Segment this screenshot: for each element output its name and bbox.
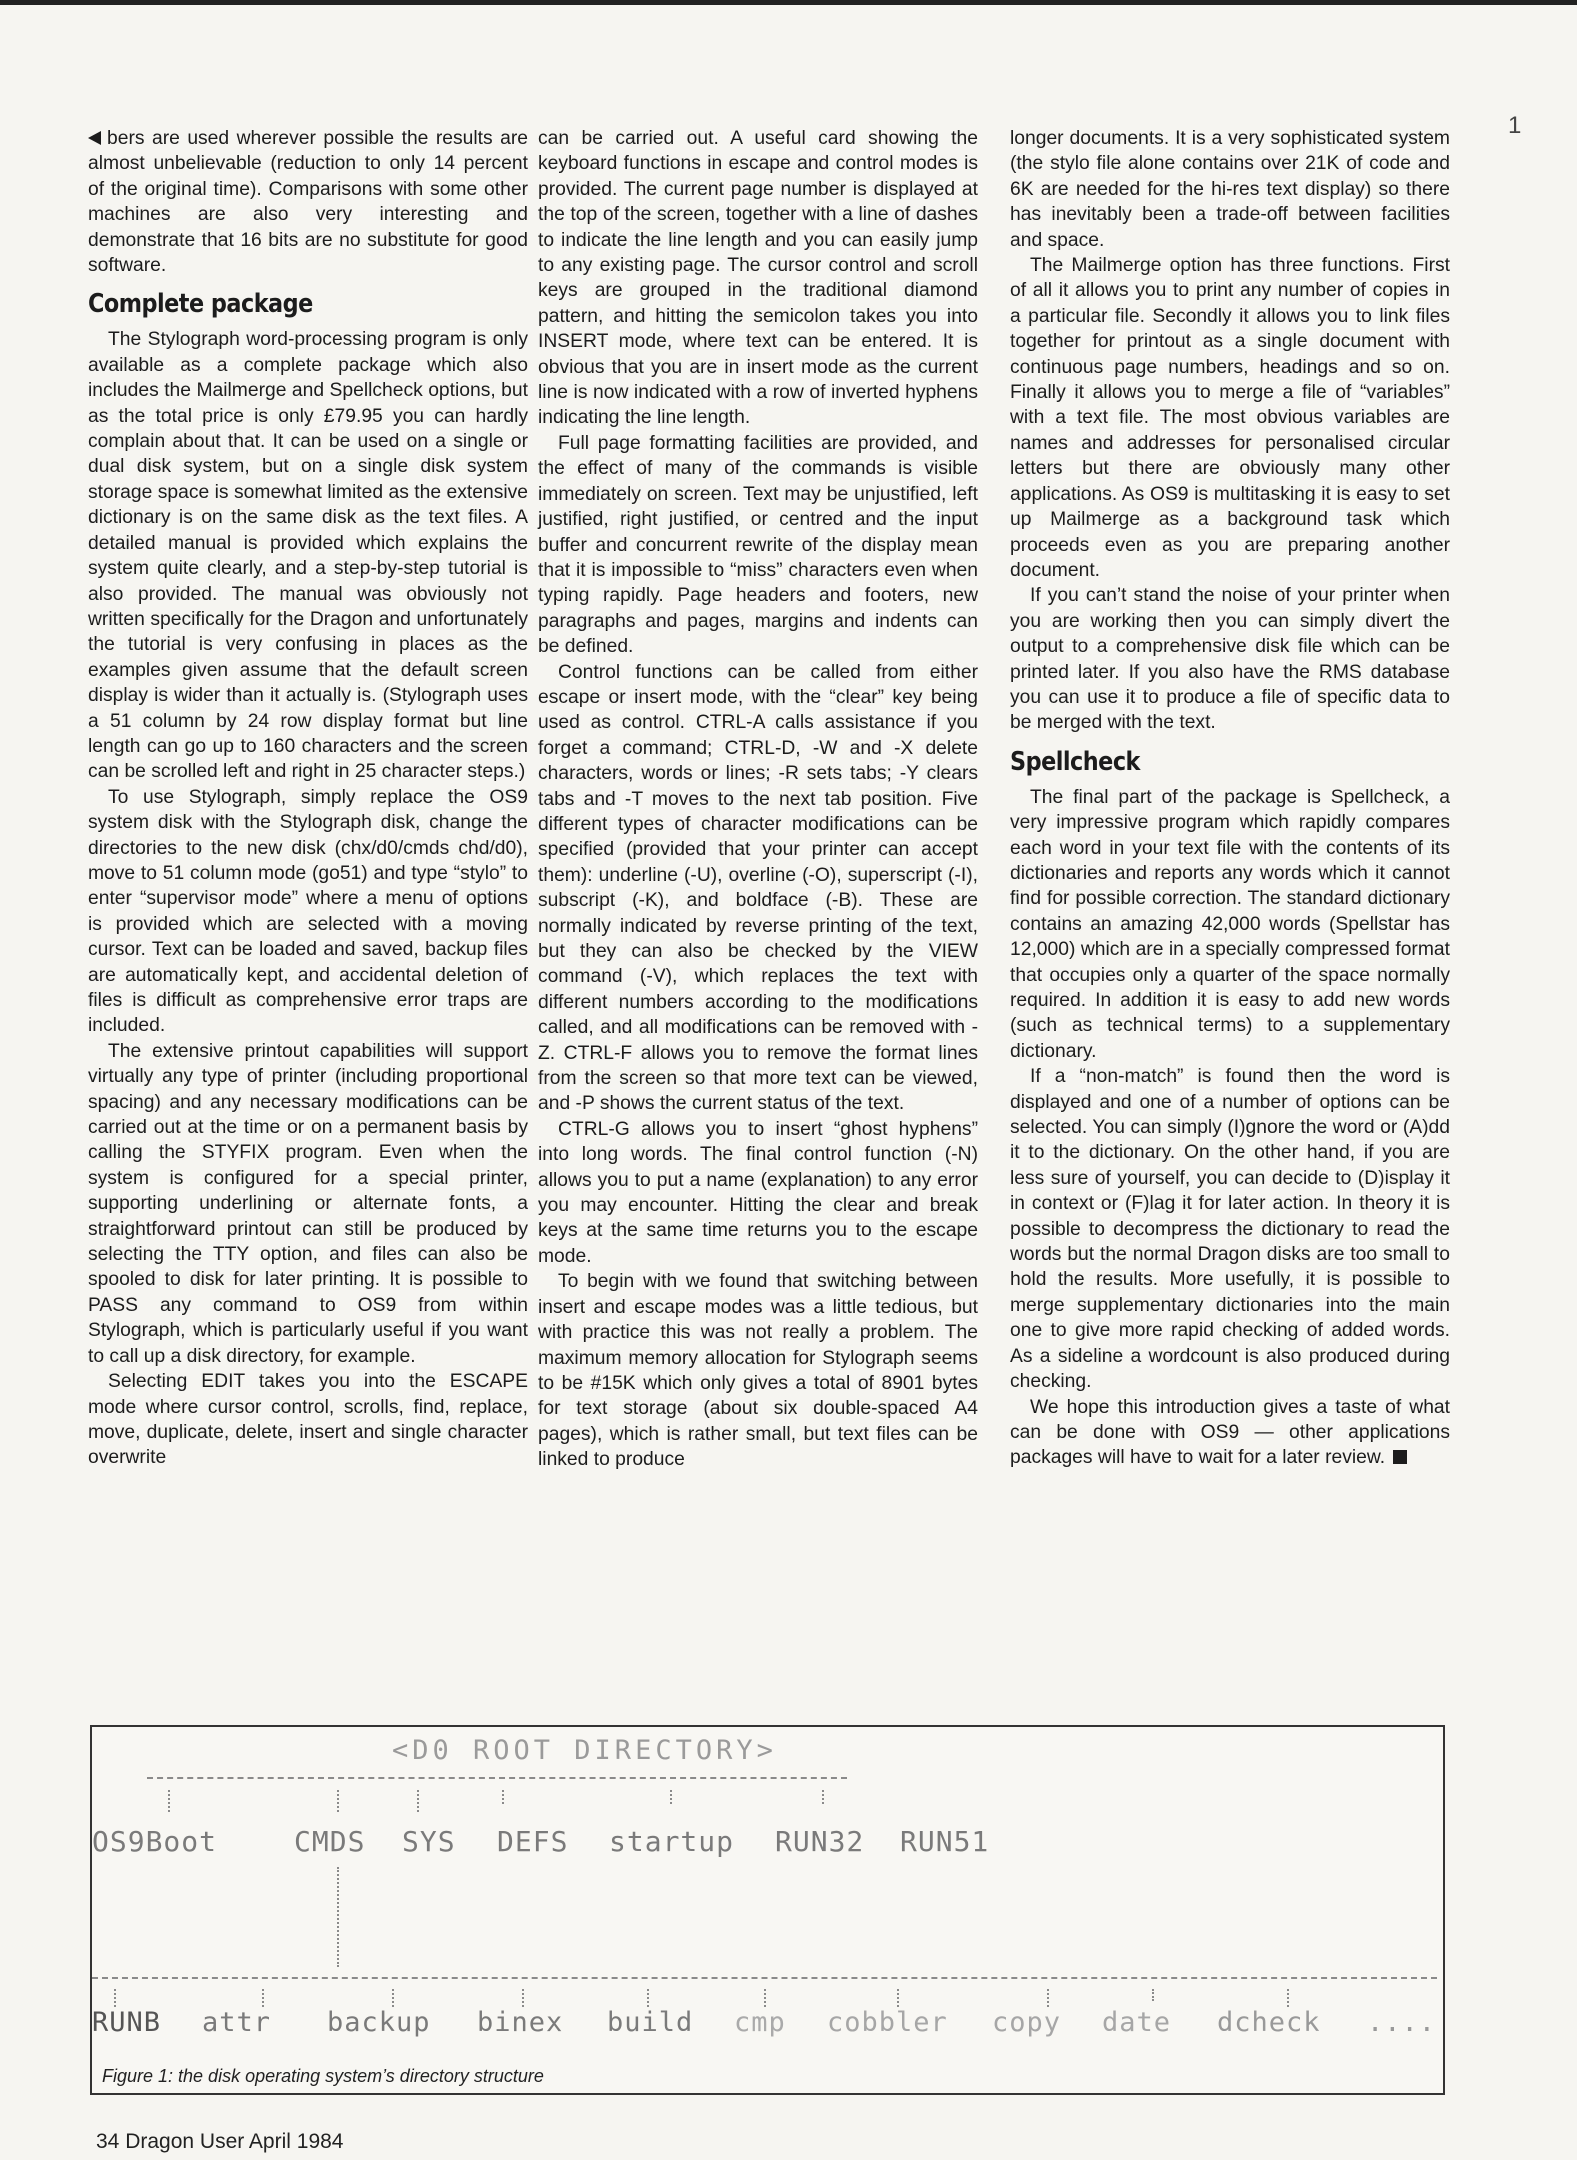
- cmd-entry-date: date: [1102, 2007, 1172, 2038]
- paragraph: can be carried out. A useful card showing the keyboard functions in escape and control modes is provided. The current page number is displayed at the top of the screen, together with a line of dashes to indicate the line length and you can easily jump to any existing page. The cursor control and scroll keys are grouped in the traditional diamond pattern, and hitting the semicolon takes you into INSERT mode, where text can be entered. It is obvious that you are in insert mode as the current line is now indicated with a row of inverted hyphens indicating the line length.: [538, 128, 978, 429]
- dir-entry-cmds: CMDS: [294, 1825, 366, 1858]
- paragraph: To begin with we found that switching between insert and escape modes was a little tedious, but with practice this was not really a problem. The maximum memory allocation for Stylograph seems to be #15K which only gives a total of 8901 bytes for text storage (about six double-spaced A4 pages), which is rather small, but text files can be linked to produce: [538, 1271, 978, 1471]
- tree-branch: [262, 1989, 264, 2007]
- tree-branch: [337, 1790, 339, 1812]
- dir-entry-os9boot: OS9Boot: [92, 1825, 218, 1858]
- root-directory-title: <D0 ROOT DIRECTORY>: [392, 1735, 777, 1766]
- tree-branch: [897, 1989, 899, 2007]
- paragraph: To use Stylograph, simply replace the OS9 system disk with the Stylograph disk, change the directories to the new disk (chx/d0/cmds chd/d0), move to 51 column mode (go51) and type “stylo” to enter “supervisor mode” where a menu of options is provided which are selected with a moving cursor. Text can be loaded and saved, backup files are automatically kept, and accidental deletion of files is difficult as comprehensive error traps are included.: [88, 786, 528, 1037]
- paragraph: bers are used wherever possible the results are almost unbelievable (reduction to only 14 percent of the original time). Comparisons with some other machines are also very interesting and demonstrate that 16 bits are no substitute for good software.: [88, 128, 528, 277]
- tree-branch: [1287, 1989, 1289, 2007]
- tree-branch: [1152, 1989, 1154, 2001]
- directory-figure: [90, 1725, 1445, 2095]
- page-footer: 34 Dragon User April 1984: [96, 2130, 344, 2153]
- tree-branch: [764, 1989, 766, 2007]
- section-heading-spellcheck: Spellcheck: [1010, 746, 1140, 777]
- article-column-1: [88, 126, 528, 1471]
- dir-entry-defs: DEFS: [497, 1825, 569, 1858]
- tree-branch: [822, 1790, 824, 1804]
- paragraph: If you can’t stand the noise of your printer when you are working then you can simply divert the output to a comprehensive disk file which can be printed later. If you also have the RMS database you can use it to produce a file of specific data to be merged with the text.: [1010, 585, 1450, 734]
- tree-branch: [647, 1989, 649, 2007]
- cmd-entry-attr: attr: [202, 2007, 272, 2038]
- cmd-entry-runb: RUNB: [92, 2007, 162, 2038]
- article-column-2: [538, 126, 978, 1473]
- cmd-entry-copy: copy: [992, 2007, 1062, 2038]
- paragraph: The Mailmerge option has three functions. First of all it allows you to print any number of copies in a particular file. Secondly it allows you to link files together for printout as a single document with continuous page numbers, headings and so on. Finally it allows you to merge a file of “variables” with a text file. The most obvious variables are names and addresses for personalised circular letters but there are obviously many other applications. As OS9 is multitasking it is easy to set up Mailmerge as a background task which proceeds even as you are preparing another document.: [1010, 255, 1450, 581]
- paragraph: CTRL-G allows you to insert “ghost hyphens” into long words. The final control function (-N) allows you to put a name (explanation) to any error you may encounter. Hitting the clear and break keys at the same time returns you to the escape mode.: [538, 1118, 978, 1267]
- screen-dash-line: [92, 1977, 1437, 1979]
- paragraph: Selecting EDIT takes you into the ESCAPE mode where cursor control, scrolls, find, replace, move, duplicate, delete, insert and single character overwrite: [88, 1371, 528, 1469]
- tree-branch: [502, 1790, 504, 1804]
- paragraph: The final part of the package is Spellcheck, a very impressive program which rapidly compares each word in your text file with the contents of its dictionaries and reports any words which it cannot find for possible correction. The standard dictionary contains an amazing 42,000 words (Spellstar has 12,000) which are in a specially compressed format that occupies only a quarter of the space normally required. In addition it is easy to add new words (such as technical terms) to a supplementary dictionary.: [1010, 786, 1450, 1062]
- continued-arrow-icon: [88, 131, 101, 145]
- screen-dash-line: [147, 1777, 847, 1779]
- paragraph: If a “non-match” is found then the word is displayed and one of a number of options can be selected. You can simply (I)gnore the word or (A)dd it to the dictionary. On the other hand, if you are less sure of yourself, you can decide to (D)isplay it in context or (F)lag it for later action. In theory it is possible to decompress the dictionary to read the words but the normal Dragon disks are too small to hold the results. More usefully, it is possible to merge supplementary dictionaries into the main one to give more rapid checking of added words. As a sideline a wordcount is also produced during checking.: [1010, 1066, 1450, 1393]
- paragraph: longer documents. It is a very sophisticated system (the stylo file alone contains over 21K of code and 6K are needed for the hi-res text display) so there has inevitably been a trade-off between facilities and space.: [1010, 128, 1450, 251]
- cmds-tree-trunk: [337, 1867, 339, 1967]
- tree-branch: [392, 1989, 394, 2007]
- section-heading-complete-package: Complete package: [88, 289, 313, 320]
- dir-entry-run51: RUN51: [900, 1825, 990, 1858]
- tree-branch: [114, 1989, 116, 2007]
- article-column-3: [1010, 126, 1450, 1471]
- cmd-entry-dcheck: dcheck: [1217, 2007, 1321, 2038]
- cmd-entry-backup: backup: [327, 2007, 431, 2038]
- cmd-entry-binex: binex: [477, 2007, 564, 2038]
- paragraph: The Stylograph word-processing program is only available as a complete package which also includes the Mailmerge and Spellcheck options, but as the total price is only £79.95 you can hardly complain about that. It can be used on a single or dual disk system, but on a single disk system storage space is somewhat limited as the extensive dictionary is on the same disk as the text files. A detailed manual is provided which explains the system quite clearly, and a step-by-step tutorial is also provided. The manual was obviously not written specifically for the Dragon and unfortunately the tutorial is very confusing in places as the examples given assume that the default screen display is wider than it actually is. (Stylograph uses a 51 column by 24 row display format but line length can go up to 160 characters and the screen can be scrolled left and right in 25 character steps.): [88, 329, 528, 783]
- tree-branch: [1047, 1989, 1049, 2007]
- paragraph: Control functions can be called from either escape or insert mode, with the “clear” key being used as control. CTRL-A calls assistance if you forget a command; CTRL-D, -W and -X delete characters, words or lines; -R sets tabs; -Y clears tabs and -T moves to the next tab position. Five different types of character modifications can be specified (provided that your printer can accept them): underline (-U), overline (-O), superscript (-I), subscript (-K), and boldface (-B). These are normally indicated by reverse printing of the text, but they can also be checked by the VIEW command (-V), which replaces the text with different numbers according to the modifications called, and all modifications can be removed with -Z. CTRL-F allows you to remove the format lines from the screen so that more text can be viewed, and -P shows the current status of the text.: [538, 661, 978, 1115]
- end-of-article-icon: [1393, 1450, 1407, 1464]
- paragraph: The extensive printout capabilities will support virtually any type of printer (including proportional spacing) and any necessary modifications can be carried out at the time or on a permanent basis by calling the STYFIX program. Even when the system is configured for a special printer, supporting underlining or alternate fonts, a straightforward printout can still be produced by selecting the TTY option, and files can also be spooled to disk for later printing. It is possible to PASS any command to OS9 from within Stylograph, which is particularly useful if you want to call up a disk directory, for example.: [88, 1040, 528, 1367]
- cmd-entry-build: build: [607, 2007, 694, 2038]
- cmd-entry-more: ....: [1367, 2007, 1437, 2038]
- tree-branch: [417, 1790, 419, 1812]
- paragraph: We hope this introduction gives a taste of what can be done with OS9 — other applications packages will have to wait for a later review.: [1010, 1396, 1450, 1469]
- page-corner-mark: 1: [1508, 112, 1522, 139]
- tree-branch: [670, 1790, 672, 1804]
- tree-branch: [168, 1790, 170, 1812]
- paragraph: Full page formatting facilities are provided, and the effect of many of the commands is visible immediately on screen. Text may be unjustified, left justified, right justified, or centred and the input buffer and concurrent rewrite of the display mean that it is impossible to “miss” characters even when typing rapidly. Page headers and footers, new paragraphs and pages, margins and indents can be defined.: [538, 432, 978, 658]
- cmd-entry-cobbler: cobbler: [827, 2007, 948, 2038]
- dir-entry-startup: startup: [609, 1825, 735, 1858]
- dir-entry-run32: RUN32: [775, 1825, 865, 1858]
- cmd-entry-cmp: cmp: [734, 2007, 786, 2038]
- tree-branch: [522, 1989, 524, 2007]
- top-edge-bar: [0, 0, 1577, 5]
- figure-caption: Figure 1: the disk operating system’s directory structure: [102, 2066, 544, 2086]
- dir-entry-sys: SYS: [402, 1825, 456, 1858]
